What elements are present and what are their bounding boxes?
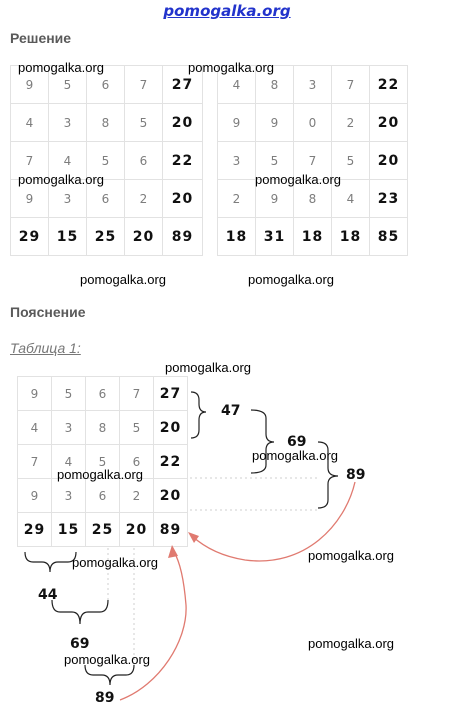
table-cell: 5 bbox=[332, 142, 370, 180]
watermark: pomogalka.org bbox=[18, 60, 104, 75]
row-sum-cell: 22 bbox=[154, 445, 188, 479]
row-sum-cell: 20 bbox=[163, 104, 203, 142]
table-cell: 7 bbox=[294, 142, 332, 180]
column-sum-cell: 29 bbox=[11, 218, 49, 256]
column-sum-cell: 25 bbox=[86, 513, 120, 547]
table-cell: 9 bbox=[256, 104, 294, 142]
watermark: pomogalka.org bbox=[72, 555, 158, 570]
table-cell: 2 bbox=[218, 180, 256, 218]
row-sum-cell: 22 bbox=[370, 66, 408, 104]
table-cell: 6 bbox=[125, 142, 163, 180]
table-cell: 8 bbox=[294, 180, 332, 218]
watermark: pomogalka.org bbox=[188, 60, 274, 75]
table-cell: 4 bbox=[18, 411, 52, 445]
table-cell: 7 bbox=[18, 445, 52, 479]
table-cell: 4 bbox=[218, 66, 256, 104]
row-sum-cell: 20 bbox=[154, 479, 188, 513]
table-cell: 7 bbox=[11, 142, 49, 180]
table-cell: 5 bbox=[87, 142, 125, 180]
table-cell: 6 bbox=[86, 479, 120, 513]
table-cell: 3 bbox=[52, 411, 86, 445]
column-sum-cell: 20 bbox=[120, 513, 154, 547]
row-sum-cell: 27 bbox=[163, 66, 203, 104]
row-pair-sum-all-label: 69 bbox=[287, 434, 307, 450]
table-cell: 8 bbox=[256, 66, 294, 104]
col-total-label: 89 bbox=[95, 690, 115, 706]
total-cell: 85 bbox=[370, 218, 408, 256]
column-sum-cell: 25 bbox=[87, 218, 125, 256]
watermark: pomogalka.org bbox=[308, 548, 394, 563]
col-pair-sum-all-label: 69 bbox=[70, 636, 90, 652]
table-cell: 9 bbox=[18, 377, 52, 411]
table-cell: 2 bbox=[125, 180, 163, 218]
table-cell: 4 bbox=[49, 142, 87, 180]
col-brace-3 bbox=[85, 665, 134, 685]
row-sum-cell: 20 bbox=[370, 142, 408, 180]
table-cell: 5 bbox=[120, 411, 154, 445]
table-cell: 9 bbox=[218, 104, 256, 142]
column-sum-cell: 29 bbox=[18, 513, 52, 547]
total-cell: 89 bbox=[163, 218, 203, 256]
watermark: pomogalka.org bbox=[165, 360, 251, 375]
table-cell: 7 bbox=[332, 66, 370, 104]
table-cell: 6 bbox=[87, 66, 125, 104]
table-cell: 5 bbox=[52, 377, 86, 411]
table-cell: 2 bbox=[332, 104, 370, 142]
col-pair-sum-label: 44 bbox=[38, 587, 58, 603]
table-cell: 4 bbox=[332, 180, 370, 218]
column-sum-cell: 31 bbox=[256, 218, 294, 256]
site-link[interactable]: pomogalka.org bbox=[163, 2, 291, 20]
table-cell: 5 bbox=[256, 142, 294, 180]
row-sum-cell: 22 bbox=[163, 142, 203, 180]
solution-heading: Решение bbox=[10, 30, 72, 46]
table-cell: 9 bbox=[256, 180, 294, 218]
column-sum-cell: 18 bbox=[332, 218, 370, 256]
table-cell: 4 bbox=[52, 445, 86, 479]
table-cell: 7 bbox=[125, 66, 163, 104]
table-cell: 3 bbox=[218, 142, 256, 180]
column-sum-cell: 18 bbox=[294, 218, 332, 256]
watermark: pomogalka.org bbox=[18, 172, 104, 187]
table-caption: Таблица 1: bbox=[10, 340, 81, 356]
table-cell: 9 bbox=[11, 180, 49, 218]
column-sum-cell: 15 bbox=[52, 513, 86, 547]
table-cell: 3 bbox=[52, 479, 86, 513]
watermark: pomogalka.org bbox=[64, 652, 150, 667]
table-cell: 9 bbox=[18, 479, 52, 513]
row-sum-cell: 23 bbox=[370, 180, 408, 218]
table-cell: 2 bbox=[120, 479, 154, 513]
watermark: pomogalka.org bbox=[308, 636, 394, 651]
table-cell: 3 bbox=[49, 180, 87, 218]
table-cell: 5 bbox=[49, 66, 87, 104]
column-sum-cell: 18 bbox=[218, 218, 256, 256]
row-brace-2 bbox=[251, 410, 274, 473]
column-sum-cell: 20 bbox=[125, 218, 163, 256]
watermark: pomogalka.org bbox=[248, 272, 334, 287]
row-sum-cell: 27 bbox=[154, 377, 188, 411]
row-sum-cell: 20 bbox=[370, 104, 408, 142]
table-cell: 8 bbox=[87, 104, 125, 142]
table-cell: 7 bbox=[120, 377, 154, 411]
col-brace-1 bbox=[25, 552, 76, 572]
explanation-heading: Пояснение bbox=[10, 304, 86, 320]
table-cell: 6 bbox=[86, 377, 120, 411]
row-pair-sum-label: 47 bbox=[221, 403, 241, 419]
table-cell: 5 bbox=[125, 104, 163, 142]
arrow-bottom-total bbox=[120, 552, 186, 700]
row-total-label: 89 bbox=[346, 467, 366, 483]
table-cell: 4 bbox=[11, 104, 49, 142]
row-brace-1 bbox=[191, 392, 206, 438]
watermark: pomogalka.org bbox=[255, 172, 341, 187]
arrowhead bbox=[188, 532, 199, 543]
table-cell: 5 bbox=[86, 445, 120, 479]
table-cell: 6 bbox=[120, 445, 154, 479]
row-sum-cell: 20 bbox=[154, 411, 188, 445]
table-cell: 0 bbox=[294, 104, 332, 142]
table-cell: 3 bbox=[294, 66, 332, 104]
column-sum-cell: 15 bbox=[49, 218, 87, 256]
arrowhead bbox=[168, 545, 178, 558]
table-cell: 6 bbox=[87, 180, 125, 218]
row-sum-cell: 20 bbox=[163, 180, 203, 218]
col-brace-2 bbox=[52, 600, 108, 624]
watermark: pomogalka.org bbox=[57, 467, 143, 482]
watermark: pomogalka.org bbox=[252, 448, 338, 463]
table-cell: 9 bbox=[11, 66, 49, 104]
total-cell: 89 bbox=[154, 513, 188, 547]
watermark: pomogalka.org bbox=[80, 272, 166, 287]
table-cell: 8 bbox=[86, 411, 120, 445]
table-cell: 3 bbox=[49, 104, 87, 142]
